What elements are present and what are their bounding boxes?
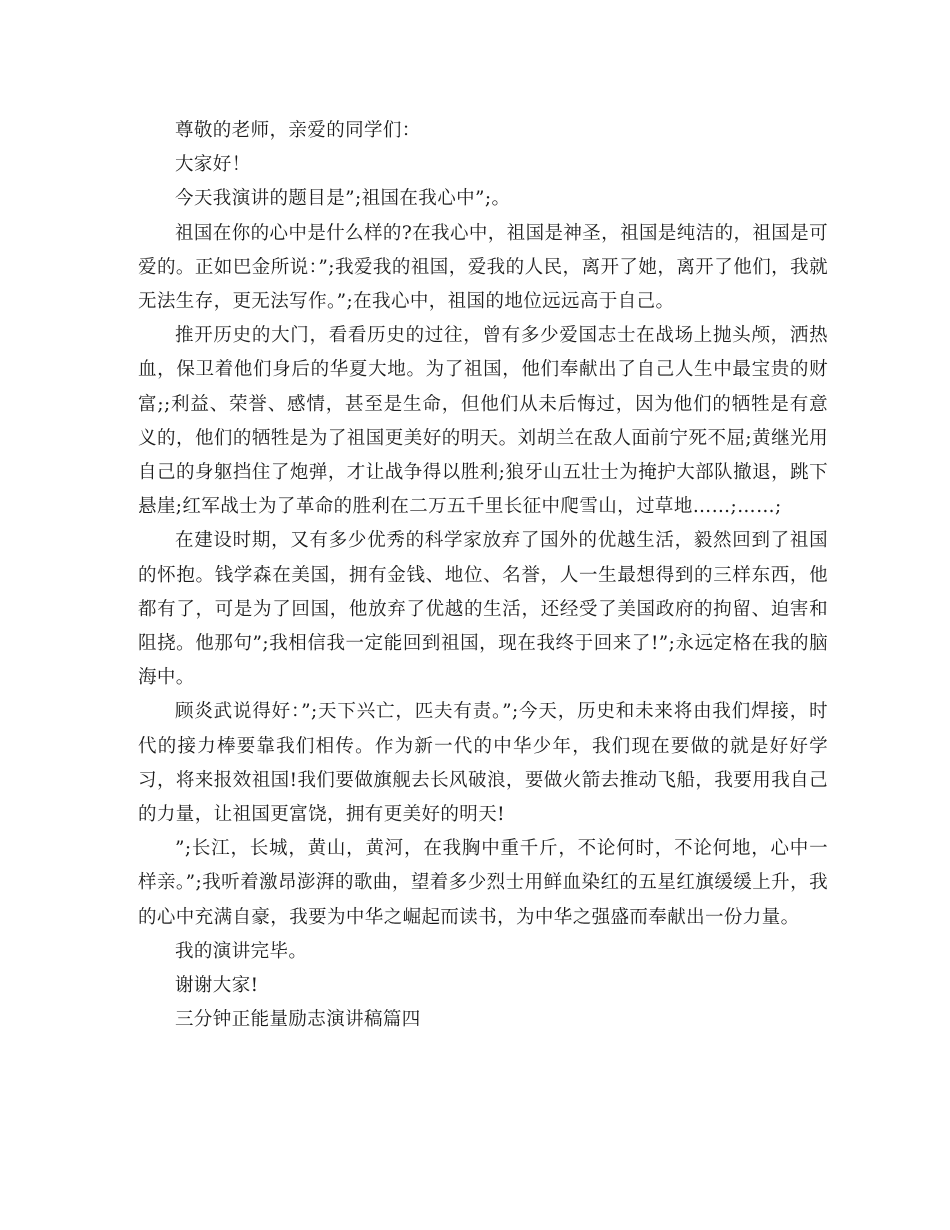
body-paragraph: 在建设时期，又有多少优秀的科学家放弃了国外的优越生活，毅然回到了祖国的怀抱。钱学森在美国，拥有金钱、地位、名誉，人一生最想得到的三样东西，他都有了，可是为了回国，他放弃了优越的生活，还经受了美国政府的拘留、迫害和阻挠。他那句”;我相信我一定能回到祖国，现在我终于回来了!”;永远定格在我的脑海中。 <box>138 530 828 689</box>
topic-paragraph: 今天我演讲的题目是”;祖国在我心中”;。 <box>175 188 511 210</box>
body-paragraph: 祖国在你的心中是什么样的?在我心中，祖国是神圣，祖国是纯洁的，祖国是可爱的。正如巴金所说：”;我爱我的祖国，爱我的人民，离开了她，离开了他们，我就无法生存，更无法写作。”;在我心中，祖国的地位远远高于自己。 <box>138 222 828 313</box>
body-paragraph: 推开历史的大门，看看历史的过往，曾有多少爱国志士在战场上抛头颅，洒热血，保卫着他们身后的华夏大地。为了祖国，他们奉献出了自己人生中最宝贵的财富;;利益、荣誉、感情，甚至是生命，但他们从未后悔过，因为他们的牺牲是有意义的，他们的牺牲是为了祖国更美好的明天。刘胡兰在敌人面前宁死不屈;黄继光用自己的身躯挡住了炮弹，才让战争得以胜利;狼牙山五壮士为掩护大部队撤退，跳下悬崖;红军战士为了革命的胜利在二万五千里长征中爬雪山，过草地……;……; <box>138 325 828 518</box>
greeting-paragraph: 尊敬的老师，亲爱的同学们： <box>175 120 421 141</box>
thanks-paragraph: 谢谢大家! <box>175 975 259 997</box>
speech-body <box>138 114 828 1037</box>
body-paragraph: ”;长江，长城，黄山，黄河，在我胸中重千斤，不论何时，不论何地，心中一样亲。”;我听着激昂澎湃的歌曲，望着多少烈士用鲜血染红的五星红旗缓缓上升，我的心中充满自豪，我要为中华之崛起而读书，为中华之强盛而奉献出一份力量。 <box>138 838 828 928</box>
closing-paragraph: 我的演讲完毕。 <box>175 940 308 962</box>
section-heading: 三分钟正能量励志演讲稿篇四 <box>175 1009 421 1031</box>
hello-paragraph: 大家好！ <box>175 154 251 176</box>
body-paragraph: 顾炎武说得好：”;天下兴亡，匹夫有责。”;今天，历史和未来将由我们焊接，时代的接力棒要靠我们相传。作为新一代的中华少年，我们现在要做的就是好好学习，将来报效祖国!我们要做旗舰去长风破浪，要做火箭去推动飞船，我要用我自己的力量，让祖国更富饶，拥有更美好的明天! <box>138 701 828 826</box>
